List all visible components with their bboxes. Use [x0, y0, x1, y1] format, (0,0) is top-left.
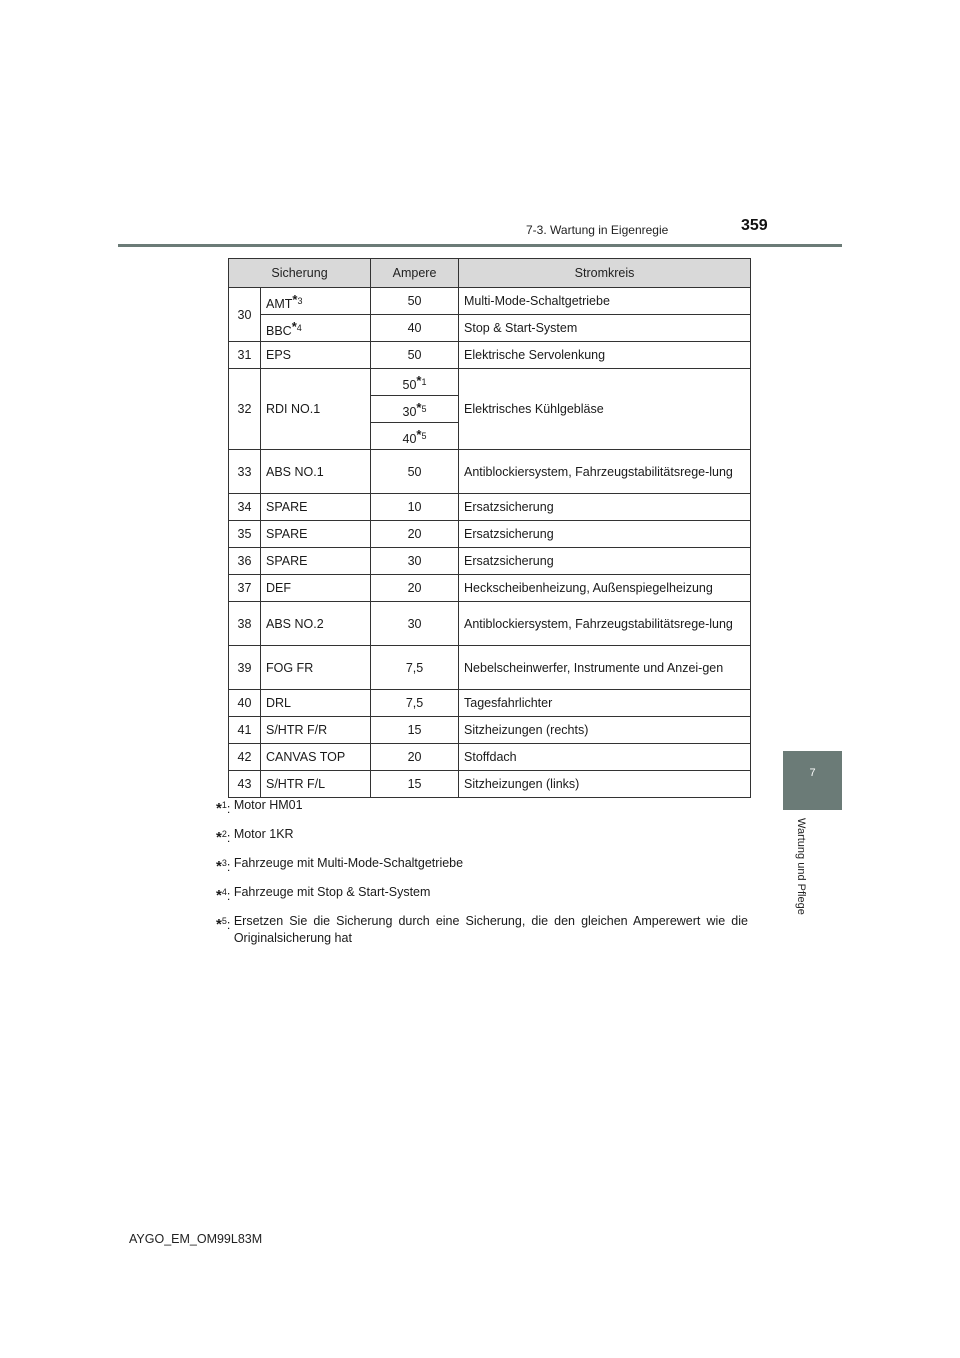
footnote-mark: *$^2$: — [216, 829, 234, 846]
fuse-name: CANVAS TOP — [261, 744, 371, 771]
footnote-mark: *$^4$: — [216, 887, 234, 904]
fuse-circuit: Stoffdach — [459, 744, 751, 771]
table-row — [229, 521, 751, 548]
fuse-ampere: 30$^{*5}$ — [371, 396, 459, 423]
table-row — [229, 717, 751, 744]
footnote — [216, 826, 748, 847]
fuse-name: S/HTR F/R — [261, 717, 371, 744]
fuse-ampere: 50 — [371, 342, 459, 369]
footnote — [216, 913, 748, 947]
table-row — [229, 288, 751, 315]
page-number: 359 — [741, 217, 768, 234]
fuse-circuit: Elektrisches Kühlgebläse — [459, 369, 751, 450]
fuse-name: RDI NO.1 — [261, 369, 371, 450]
footnotes — [216, 797, 748, 955]
table-row — [229, 450, 751, 494]
fuse-ampere: 40 — [371, 315, 459, 342]
fuse-circuit: Sitzheizungen (links) — [459, 771, 751, 798]
fuse-name: DEF — [261, 575, 371, 602]
footnote-text: Fahrzeuge mit Stop & Start-System — [233, 885, 431, 899]
footnote-ref: *5 — [416, 399, 427, 415]
table-row — [229, 602, 751, 646]
fuse-circuit: Tagesfahrlichter — [459, 690, 751, 717]
header-fuse: Sicherung — [229, 259, 371, 288]
footnote — [216, 855, 748, 876]
fuse-ampere: 40$^{*5}$ — [371, 423, 459, 450]
fuse-name — [261, 288, 371, 315]
fuse-circuit: Antiblockiersystem, Fahrzeugstabilitätsrege-lung — [459, 450, 751, 494]
chapter-tab[interactable] — [783, 751, 842, 810]
fuse-name: S/HTR F/L — [261, 771, 371, 798]
fuse-number: 39 — [229, 646, 261, 690]
fuse-circuit: Sitzheizungen (rechts) — [459, 717, 751, 744]
document-code: AYGO_EM_OM99L83M — [129, 1232, 263, 1246]
footnote-ref: *1 — [416, 372, 427, 388]
table-header-row — [229, 259, 751, 288]
table-row — [229, 744, 751, 771]
fuse-name: ABS NO.1 — [261, 450, 371, 494]
fuse-ampere: 50 — [371, 450, 459, 494]
fuse-circuit: Stop & Start-System — [459, 315, 751, 342]
fuse-ampere: 7,5 — [371, 646, 459, 690]
table-row — [229, 646, 751, 690]
table-row — [229, 690, 751, 717]
fuse-circuit: Ersatzsicherung — [459, 494, 751, 521]
footnote-text: Motor 1KR — [233, 827, 294, 841]
fuse-number: 42 — [229, 744, 261, 771]
table-row — [229, 342, 751, 369]
table-row — [229, 771, 751, 798]
table-row — [229, 494, 751, 521]
table-row — [229, 369, 751, 396]
fuse-ampere: 20 — [371, 521, 459, 548]
fuse-number: 43 — [229, 771, 261, 798]
fuse-number: 38 — [229, 602, 261, 646]
chapter-number: 7 — [809, 767, 816, 779]
chapter-label: Wartung und Pflege — [795, 818, 807, 915]
fuse-name: ABS NO.2 — [261, 602, 371, 646]
fuse-circuit: Heckscheibenheizung, Außenspiegelheizung — [459, 575, 751, 602]
fuse-table — [228, 258, 751, 798]
fuse-ampere: 50$^{*1}$ — [371, 369, 459, 396]
fuse-name: SPARE — [261, 494, 371, 521]
fuse-number: 40 — [229, 690, 261, 717]
fuse-circuit: Elektrische Servolenkung — [459, 342, 751, 369]
fuse-number: 30 — [229, 288, 261, 342]
fuse-name: FOG FR — [261, 646, 371, 690]
footnote-ref: *4 — [291, 318, 302, 334]
footnote-text: Motor HM01 — [233, 798, 303, 812]
fuse-number: 34 — [229, 494, 261, 521]
fuse-name: SPARE — [261, 548, 371, 575]
fuse-number: 33 — [229, 450, 261, 494]
fuse-circuit: Antiblockiersystem, Fahrzeugstabilitätsrege-lung — [459, 602, 751, 646]
fuse-number: 31 — [229, 342, 261, 369]
fuse-number: 36 — [229, 548, 261, 575]
section-title: 7-3. Wartung in Eigenregie — [526, 223, 669, 237]
fuse-circuit: Multi-Mode-Schaltgetriebe — [459, 288, 751, 315]
fuse-ampere: 15 — [371, 771, 459, 798]
fuse-ampere: 20 — [371, 744, 459, 771]
fuse-circuit: Nebelscheinwerfer, Instrumente und Anzei-gen — [459, 646, 751, 690]
fuse-circuit: Ersatzsicherung — [459, 548, 751, 575]
footnote-mark: *$^1$: — [216, 800, 234, 817]
header-divider — [118, 244, 842, 247]
footnote — [216, 884, 748, 905]
table-row — [229, 548, 751, 575]
fuse-number: 35 — [229, 521, 261, 548]
fuse-ampere: 15 — [371, 717, 459, 744]
fuse-name-text: AMT — [266, 296, 293, 311]
fuse-ampere: 10 — [371, 494, 459, 521]
fuse-ampere: 30 — [371, 602, 459, 646]
fuse-circuit: Ersatzsicherung — [459, 521, 751, 548]
footnote-ref: *5 — [416, 426, 427, 442]
fuse-number: 37 — [229, 575, 261, 602]
fuse-name: EPS — [261, 342, 371, 369]
fuse-ampere: 50 — [371, 288, 459, 315]
fuse-number: 32 — [229, 369, 261, 450]
fuse-name: SPARE — [261, 521, 371, 548]
fuse-number: 41 — [229, 717, 261, 744]
footnote-ref: *3 — [292, 291, 303, 307]
fuse-name-text: BBC — [266, 323, 292, 338]
table-row — [229, 575, 751, 602]
header-ampere: Ampere — [371, 259, 459, 288]
footnote — [216, 797, 748, 818]
fuse-ampere: 30 — [371, 548, 459, 575]
fuse-name: DRL — [261, 690, 371, 717]
table-row — [229, 315, 751, 342]
header-circuit: Stromkreis — [459, 259, 751, 288]
footnote-text: Ersetzen Sie die Sicherung durch eine Sicherung, die den gleichen Amperewert wie die Originalsicherung hat — [233, 914, 748, 945]
footnote-mark: *$^5$: — [216, 916, 234, 933]
fuse-ampere: 20 — [371, 575, 459, 602]
fuse-ampere: 7,5 — [371, 690, 459, 717]
footnote-mark: *$^3$: — [216, 858, 234, 875]
footnote-text: Fahrzeuge mit Multi-Mode-Schaltgetriebe — [233, 856, 464, 870]
fuse-name — [261, 315, 371, 342]
